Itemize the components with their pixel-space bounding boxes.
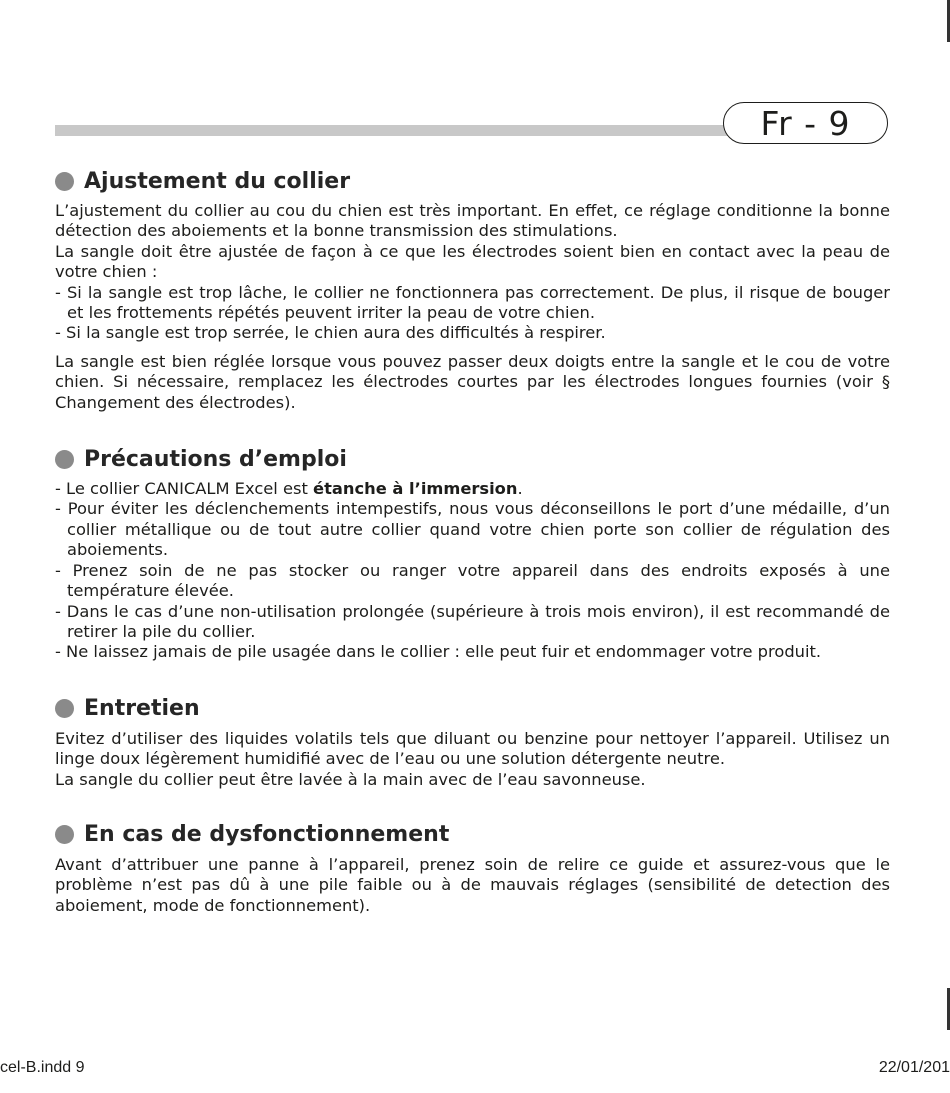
list-item-text: . [517,479,523,499]
section-heading [55,165,890,197]
bullet-icon [55,825,74,844]
footer-file-label: cel-B.indd 9 [0,1059,85,1076]
section-title: Précautions d’emploi [84,446,347,472]
paragraph: L’ajustement du collier au cou du chien est très important. En effet, ce réglage conditionne la bonne détection des aboiements et la bonne transmission des stimulations. [55,201,890,241]
section-heading [55,443,890,475]
list-item: - Si la sangle est trop serrée, le chien aura des difficultés à respirer. [55,323,606,343]
paragraph: La sangle est bien réglée lorsque vous pouvez passer deux doigts entre la sangle et le cou de votre chien. Si nécessaire, remplacez les électrodes courtes par les électrodes longues fournies (voir § Changement des électrodes). [55,351,890,412]
section-heading [55,693,890,725]
section-heading [55,819,890,851]
bullet-icon [55,450,74,469]
header-bar [55,125,735,136]
section-title: En cas de dysfonctionnement [84,822,450,848]
bullet-icon [55,699,74,718]
footer-date-label: 22/01/201 [878,1059,950,1076]
paragraph: Avant d’attribuer une panne à l’appareil, prenez soin de relire ce guide et assurez-vous que le problème n’est pas dû à une pile faible ou à de mauvais réglages (sensibilité de detection des aboiement, mode de fonctionnement). [55,854,890,915]
list-item: - Pour éviter les déclenchements intempestifs, nous vous déconseillons le port d’une médaille, d’un collier métallique ou de tout autre collier quand votre chien porte son collier de régulation des aboiements. [55,499,890,560]
list-item [55,479,890,499]
section-title: Entretien [84,696,200,722]
section-precautions [55,443,890,663]
paragraph: La sangle du collier peut être lavée à la main avec de l’eau savonneuse. [55,769,646,789]
page-number-label: Fr - 9 [760,103,851,143]
list-item: - Prenez soin de ne pas stocker ou ranger votre appareil dans des endroits exposés à une température élevée. [55,560,890,601]
page-number-badge [723,102,888,144]
list-item: - Dans le cas d’une non-utilisation prolongée (supérieure à trois mois environ), il est recommandé de retirer la pile du collier. [55,601,890,641]
list-item-text: - Le collier CANICALM Excel est [55,479,314,499]
section-dysfonctionnement [55,819,890,916]
bullet-icon [55,172,74,191]
section-title: Ajustement du collier [84,168,351,194]
list-item-emphasis: étanche à l’immersion [313,479,518,499]
list-item: - Si la sangle est trop lâche, le collier ne fonctionnera pas correctement. De plus, il risque de bouger et les frottements répétés peuvent irriter la peau de votre chien. [55,282,890,323]
list-item: - Ne laissez jamais de pile usagée dans le collier : elle peut fuir et endommager votre produit. [55,642,822,662]
paragraph: La sangle doit être ajustée de façon à ce que les électrodes soient bien en contact avec la peau de votre chien : [55,241,890,282]
paragraph: Evitez d’utiliser des liquides volatils tels que diluant ou benzine pour nettoyer l’appareil. Utilisez un linge doux légèrement humidifié avec de l’eau ou une solution détergente neutre. [55,728,890,769]
section-entretien [55,693,890,790]
section-ajustement [55,165,890,413]
page-content [55,165,890,916]
